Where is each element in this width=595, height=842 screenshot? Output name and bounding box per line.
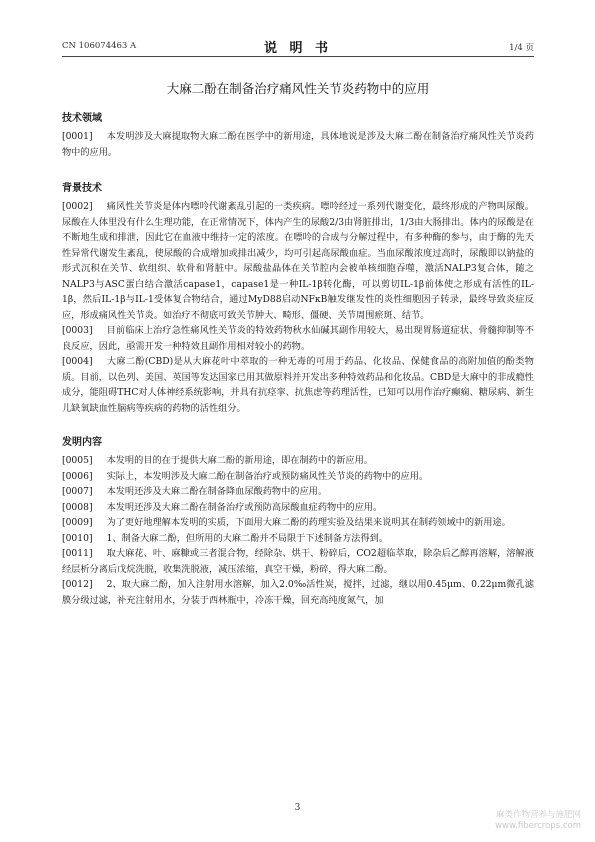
paragraph-number: [0012] — [62, 579, 93, 590]
paragraph-number: [0010] — [62, 532, 93, 544]
watermark — [495, 810, 581, 832]
paragraph-number: [0005] — [62, 455, 93, 466]
paragraph-text: 为了更好地理解本发明的实质，下面用大麻二酚的药理实验及结果来说明其在制药领域中的新用途。 — [106, 517, 511, 528]
paragraph-0003 — [62, 323, 534, 354]
paragraph-0002 — [62, 199, 534, 323]
paragraph-text: 本发明涉及大麻提取物大麻二酚在医学中的新用途，具体地说是涉及大麻二酚在制备治疗痛风性关节炎药物中的应用。 — [62, 131, 534, 158]
paragraph-0007 — [62, 484, 534, 500]
paragraph-text: 痛风性关节炎是体内嘌呤代谢紊乱引起的一类疾病。嘌呤经过一系列代谢变化，最终形成的产物叫尿酸。尿酸在人体里没有什么生理功能，在正常情况下，体内产生的尿酸2/3由肾脏排出，1/3由大肠排出。体内的尿酸是在不断地生成和排泄，因此它在血液中维持一定的浓度。在嘌呤的合成与分解过程中，有多种酶的参与，由于酶的先天性异常代谢发生紊乱，使尿酸的合成增加或排出减少，均可引起高尿酸血症。当血尿酸浓度过高时，尿酸即以钠盐的形式沉积在关节、软组织、软骨和肾脏中。尿酸盐晶体在关节腔内会被单核细胞吞噬，激活NALP3复合体，随之NALP3与ASC蛋白结合激活capase1，capase1是一种IL-1β转化酶，可以剪切IL-1β前体使之形成有活性的IL-1β，然后IL-1β与IL-1受体复合物结合，通过MyD88启动NFκB触发继发性的炎性细胞因子转录，最终导致炎症反应，形成痛风性关节炎。如治疗不彻底可致关节肿大、畸形、僵硬、关节周围瘀斑、结节。 — [62, 201, 534, 321]
document-title: 大麻二酚在制备治疗痛风性关节炎药物中的应用 — [166, 81, 430, 96]
paragraph-number: [0004] — [62, 356, 93, 367]
section-heading: 技术领域 — [62, 113, 102, 124]
paragraph-text: 本发明还涉及大麻二酚在制备治疗或预防高尿酸血症药物中的应用。 — [106, 501, 383, 513]
paragraph-text: 取大麻花、叶、麻糠或三者混合物，经除杂、烘干、粉碎后，CO2超临萃取，除杂后乙醇再溶解，溶解液经层析分离后戊烷洗脱，收集洗脱液，减压浓缩，真空干燥，粉碎，得大麻二酚。 — [62, 548, 534, 575]
paragraph-number: [0002] — [62, 201, 93, 212]
paragraph-number: [0009] — [62, 517, 93, 528]
paragraph-0010 — [62, 531, 534, 547]
paragraph-text: 本发明还涉及大麻二酚在制备降血尿酸药物中的应用。 — [106, 486, 328, 497]
paragraph-number: [0008] — [62, 501, 93, 513]
paragraph-number: [0007] — [62, 486, 93, 497]
watermark-title: 麻类作物营养与施肥网 — [495, 810, 581, 820]
paragraph-0012 — [62, 577, 534, 608]
page-number: 3 — [294, 803, 301, 813]
paragraph-number: [0001] — [62, 131, 93, 142]
paragraph-number: [0003] — [62, 325, 93, 336]
paragraph-text: 本发明的目的在于提供大麻二酚的新用途，即在制药中的新应用。 — [106, 455, 373, 466]
document-body — [62, 112, 534, 608]
paragraph-0011 — [62, 546, 534, 577]
paragraph-text: 实际上，本发明涉及大麻二酚在制备治疗或预防痛风性关节炎的药物中的应用。 — [106, 470, 429, 482]
paragraph-0005 — [62, 453, 534, 469]
header-divider — [62, 56, 534, 57]
watermark-url: www.fibercrops.com — [495, 821, 581, 831]
paragraph-0004 — [62, 354, 534, 416]
section-heading: 发明内容 — [62, 437, 102, 448]
paragraph-0009 — [62, 515, 534, 531]
paragraph-0001 — [62, 129, 534, 160]
paragraph-text: 2、取大麻二酚，加入注射用水溶解，加入2.0‰活性炭，搅拌，过滤，继以用0.45μm、0.22μm微孔滤膜分级过滤，补充注射用水，分装于西林瓶中，冷冻干燥，回充高纯度氮气，加 — [62, 579, 534, 606]
header-title: 说 明 书 — [263, 41, 333, 56]
page-header — [62, 38, 534, 56]
paragraph-number: [0006] — [62, 470, 93, 482]
paragraph-0006 — [62, 469, 534, 485]
paragraph-number: [0011] — [62, 548, 93, 559]
paragraph-text: 目前临床上治疗急性痛风性关节炎的特效药物秋水仙碱其副作用较大，易出现胃肠道症状、骨髓抑制等不良反应，因此，亟需开发一种特效且副作用相对较小的药物。 — [62, 325, 534, 352]
page-indicator: 1/4 页 — [509, 43, 534, 53]
publication-number: CN 106074463 A — [62, 41, 137, 51]
paragraph-0008 — [62, 500, 534, 516]
paragraph-text: 大麻二酚(CBD)是从大麻花叶中萃取的一种无毒的可用于药品、化妆品、保健食品的高附加值的酚类物质。目前，以色列、美国、英国等发达国家已用其做原料并开发出多种特效药品和化妆品。CBD是大麻中的非成瘾性成分，能阻碍THC对人体神经系统影响，并具有抗痉挛、抗焦虑等药理活性，已知可以用作治疗癫痫、糖尿病、新生儿缺氧缺血性脑病等疾病的药物的活性组分。 — [62, 356, 534, 414]
section-heading: 背景技术 — [62, 183, 102, 194]
paragraph-text: 1、制备大麻二酚，但所用的大麻二酚并不局限于下述制备方法得到。 — [106, 532, 389, 544]
